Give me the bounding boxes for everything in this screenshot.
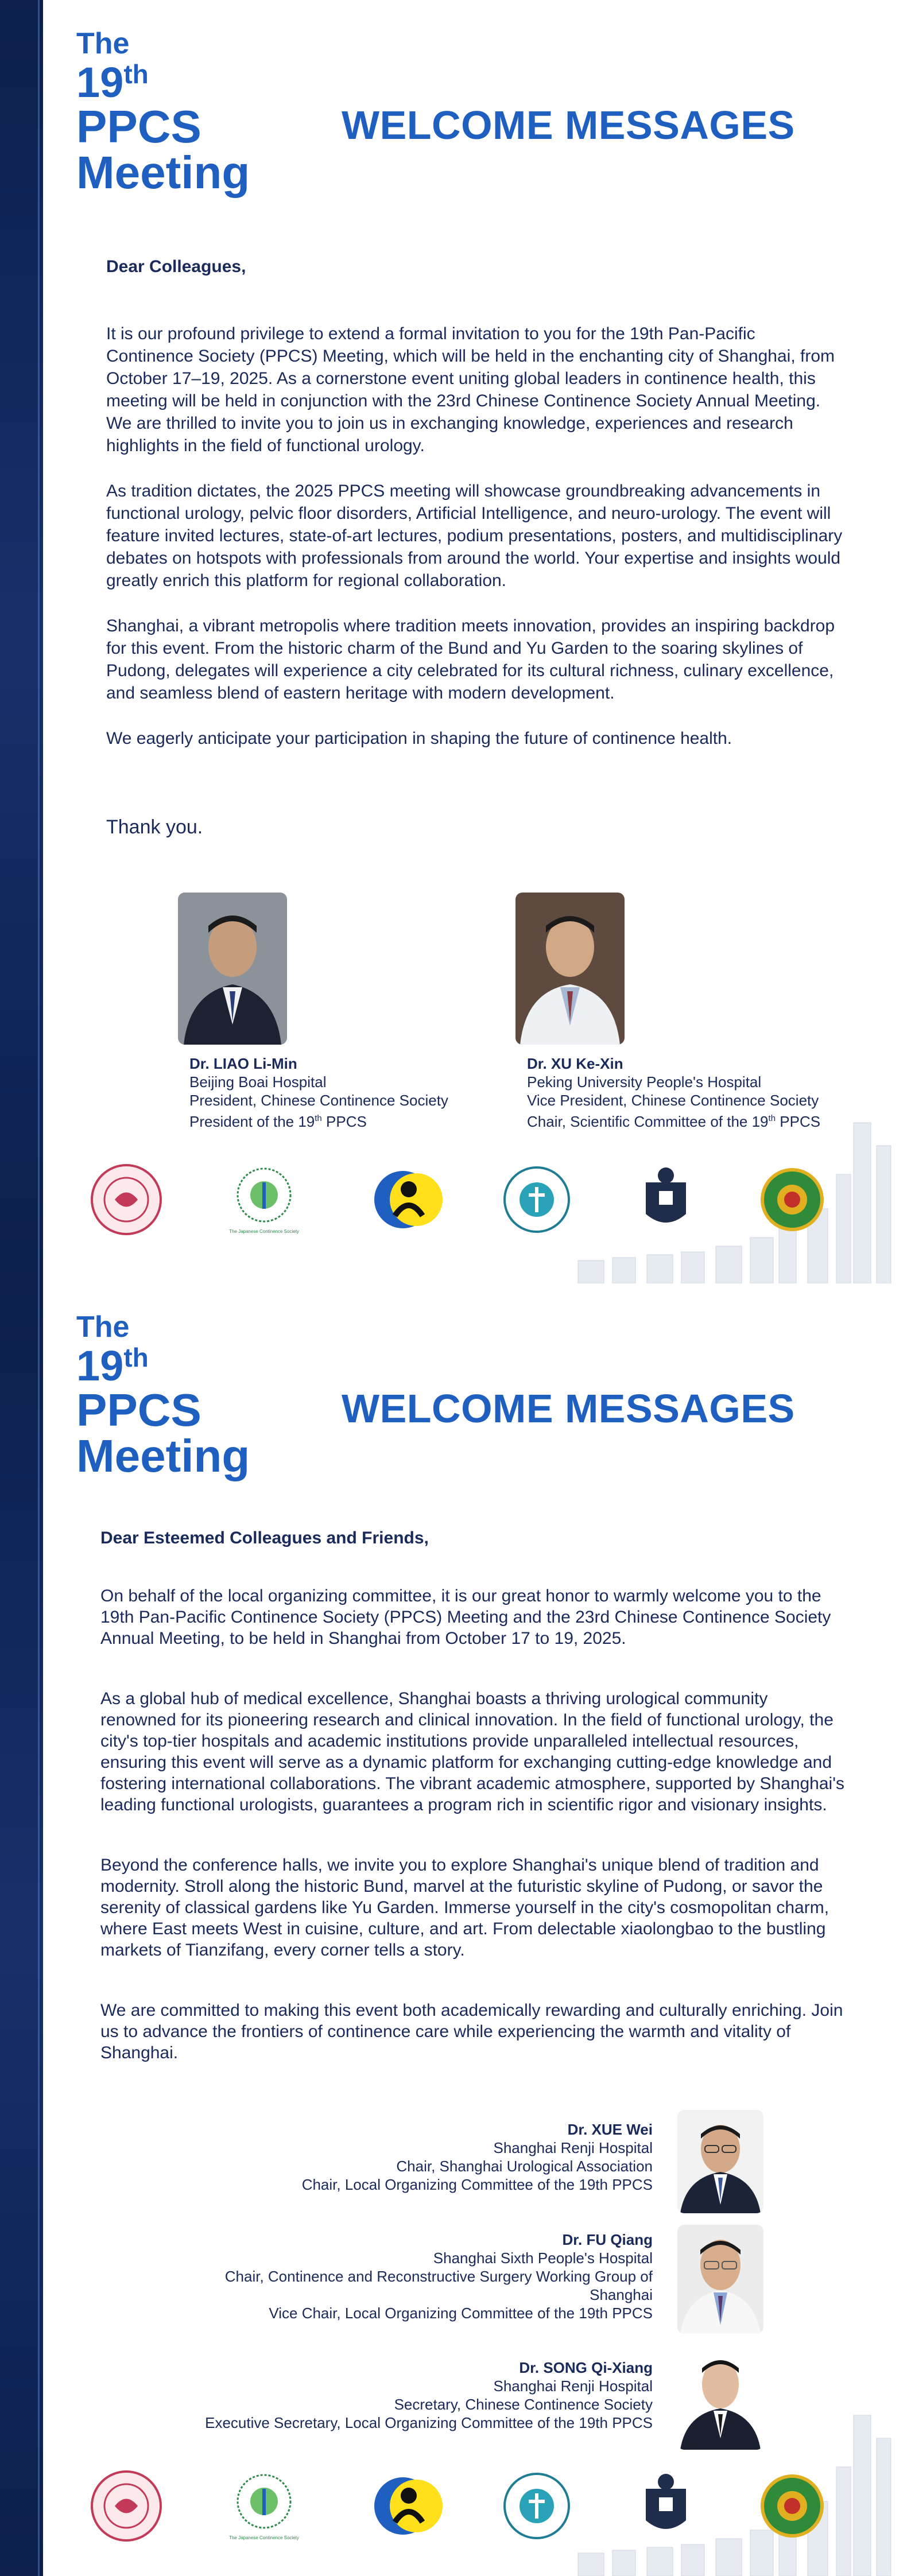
japanese-continence-society-logo — [224, 2466, 304, 2546]
taiwan-continence-society-logo — [497, 1159, 577, 1240]
paragraph: We eagerly anticipate your participation in shaping the future of continence health. — [106, 729, 732, 748]
signatory-line: Chair, Shanghai Urological Association — [396, 2158, 653, 2175]
logo-number: 19th — [76, 1342, 149, 1390]
person-line: Peking University People's Hospital — [527, 1073, 762, 1091]
paragraph: It is our profound privilege to extend a formal invitation to you for the 19th Pan-Pacific Continence Society (PPCS) Meeting, which will be held in the enchanting city of Shanghai, from October 17–19, 2025. As a cornerstone event uniting global leaders in continence health, this meeting will be held in conjunction with the 23rd Chinese Continence Society Annual Meeting. We are thrilled to invite you to join us in exchanging knowledge, experiences and research highlights in the field of functional urology. — [106, 324, 835, 455]
chinese-continence-society-logo — [86, 1159, 166, 1240]
signatory-line: Shanghai Sixth People's Hospital — [433, 2249, 653, 2267]
hong-kong-society-logo — [626, 2466, 706, 2546]
portrait-photo — [677, 2225, 763, 2334]
signatory-name: Dr. XUE Wei — [567, 2121, 653, 2138]
person-line: Vice President, Chinese Continence Society — [527, 1092, 819, 1109]
svg-text:The Japanese Continence Societ: The Japanese Continence Society — [229, 1229, 299, 1234]
paragraph: Shanghai, a vibrant metropolis where tradition meets innovation, provides an inspiring backdrop for this event. From the historic charm of the Bund and Yu Garden to the soaring skylines of Pudong, delegates will experience a city celebrated for its cultural richness, culinary excellence, and seamless blend of eastern heritage with modern development. — [106, 616, 835, 703]
paragraph: We are committed to making this event both academically rewarding and culturally enriching. Join us to advance the frontiers of continence care while experiencing the warmth and vitality of Shanghai. — [100, 2001, 843, 2062]
person-name: Dr. XU Ke-Xin — [527, 1055, 623, 1072]
paragraph: On behalf of the local organizing committee, it is our great honor to warmly welcome you to the 19th Pan-Pacific Continence Society (PPCS) Meeting and the 23rd Chinese Continence Society Annual Meeting, to be held in Shanghai from October 17 to 19, 2025. — [100, 1586, 831, 1648]
logo-number: 19th — [76, 59, 149, 106]
person-line: Chair, Scientific Committee of the 19th PPCS — [527, 1113, 821, 1130]
korean-continence-society-logo — [367, 1159, 448, 1240]
page-title: WELCOME MESSAGES — [342, 1386, 795, 1431]
society-logos-row — [80, 2466, 844, 2546]
person-info-liao — [189, 1054, 448, 1131]
signatory-line: Executive Secretary, Local Organizing Committee of the 19th PPCS — [205, 2414, 653, 2431]
signatory-line: Shanghai — [590, 2286, 653, 2303]
portrait-photo — [677, 2110, 763, 2213]
philippine-society-logo — [752, 1159, 832, 1240]
person-name: Dr. LIAO Li-Min — [189, 1055, 297, 1072]
logo-the: The — [76, 27, 130, 60]
logo-meeting: Meeting — [76, 1430, 250, 1481]
ppcs-meeting-logo — [76, 1312, 250, 1479]
korean-continence-society-logo — [367, 2466, 448, 2546]
japanese-continence-society-logo — [224, 1159, 304, 1240]
society-logos-row — [80, 1159, 844, 1240]
paragraph: As tradition dictates, the 2025 PPCS meeting will showcase groundbreaking advancements in functional urology, pelvic floor disorders, Artificial Intelligence, and neuro-urology. The event will feature invited lectures, state-of-art lectures, podium presentations, posters, and multidisciplinary debates on hotspots with professionals from around the world. Your expertise and insights would greatly enrich this platform for regional collaboration. — [106, 482, 843, 590]
philippine-society-logo — [752, 2466, 832, 2546]
hong-kong-society-logo — [626, 1159, 706, 1240]
sidebar-band — [0, 0, 43, 1283]
signatory-line: Shanghai Renji Hospital — [493, 2377, 653, 2395]
letter-body — [106, 255, 847, 773]
ppcs-meeting-logo — [76, 29, 250, 196]
logo-ppcs: PPCS — [76, 1384, 201, 1436]
person-line: President of the 19th PPCS — [189, 1113, 367, 1130]
taiwan-continence-society-logo — [497, 2466, 577, 2546]
paragraph: Beyond the conference halls, we invite you to explore Shanghai's unique blend of tradition and modernity. Stroll along the historic Bund, marvel at the futuristic skyline of Pudong, or savor the serenity of classical gardens like Yu Garden. Immerse yourself in the city's cosmopolitan charm, where East meets West in cuisine, culture, and art. From delectable xiaolongbao to the bustling markets of Tianzifang, every corner tells a story. — [100, 1856, 829, 1960]
signatory-xue — [302, 2120, 653, 2194]
signatory-fu — [225, 2230, 653, 2322]
signatory-line: Shanghai Renji Hospital — [493, 2139, 653, 2156]
logo-the: The — [76, 1310, 130, 1344]
sidebar-band — [0, 1283, 43, 2576]
svg-text:The Japanese Continence Societ: The Japanese Continence Society — [229, 2535, 299, 2540]
portrait-photo — [178, 893, 287, 1045]
person-line: President, Chinese Continence Society — [189, 1092, 448, 1109]
signatory-name: Dr. FU Qiang — [562, 2231, 653, 2248]
signatory-line: Secretary, Chinese Continence Society — [394, 2396, 653, 2413]
paragraph: As a global hub of medical excellence, Shanghai boasts a thriving urological community renowned for its pioneering research and clinical innovation. In the field of functional urology, the city's top-tier hospitals and academic institutions provide unparalleled intellectual resources, ensuring this event will serve as a dynamic platform for exchanging cutting-edge knowledge and fostering international collaborations. The vibrant academic atmosphere, supported by Shanghai's leading functional urologists, guarantees a program rich in scientific rigor and visionary insights. — [100, 1689, 844, 1814]
salutation: Dear Esteemed Colleagues and Friends, — [100, 1528, 429, 1547]
signatory-line: Vice Chair, Local Organizing Committee of the 19th PPCS — [269, 2305, 653, 2322]
logo-meeting: Meeting — [76, 147, 250, 198]
chinese-continence-society-logo — [86, 2466, 166, 2546]
signatory-line: Chair, Continence and Reconstructive Surgery Working Group of — [224, 2268, 653, 2285]
logo-ppcs: PPCS — [76, 101, 201, 152]
person-line: Beijing Boai Hospital — [189, 1073, 327, 1091]
welcome-page-1 — [0, 0, 911, 1283]
page-title: WELCOME MESSAGES — [342, 103, 795, 148]
welcome-page-2 — [0, 1283, 911, 2576]
thanks-text: Thank you. — [106, 816, 203, 838]
signatory-line: Chair, Local Organizing Committee of the 19th PPCS — [301, 2176, 653, 2193]
salutation: Dear Colleagues, — [106, 257, 246, 276]
letter-body — [100, 1527, 847, 2063]
portrait-photo — [515, 893, 625, 1045]
signatory-name: Dr. SONG Qi-Xiang — [519, 2359, 653, 2376]
